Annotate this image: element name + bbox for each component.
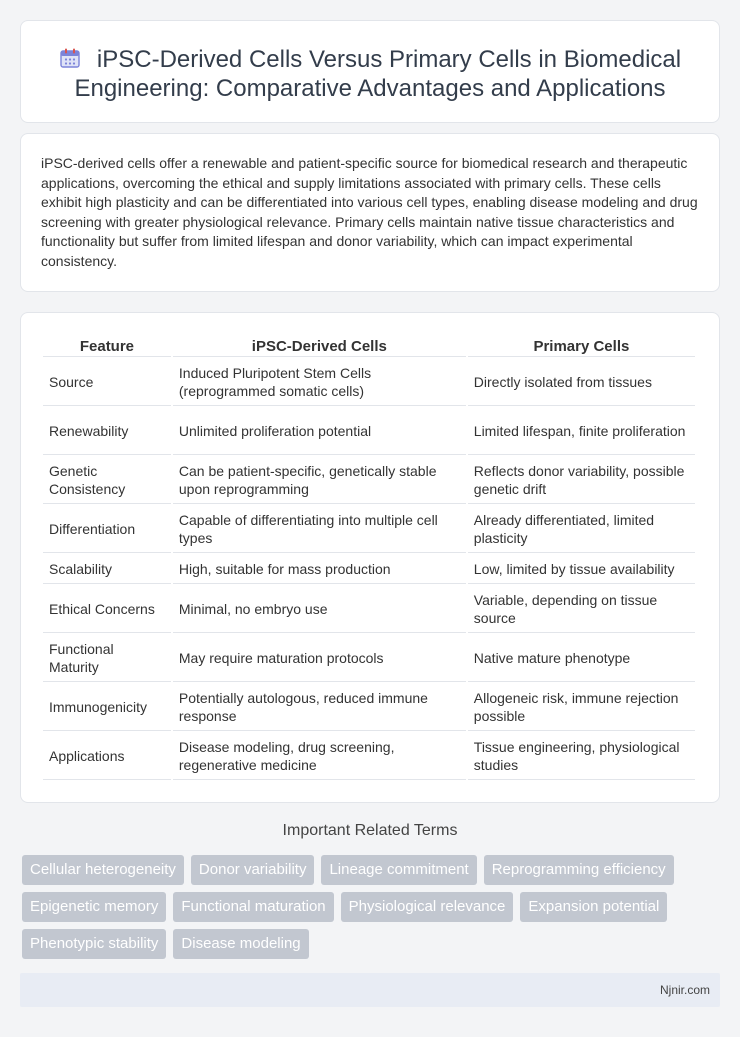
table-row [43, 506, 695, 553]
term-chip[interactable]: Reprogramming efficiency [484, 855, 674, 885]
ipsc-cell: Minimal, no embryo use [173, 586, 466, 633]
ipsc-cell: Disease modeling, drug screening, regenerative medicine [173, 733, 466, 780]
primary-cell: Variable, depending on tissue source [468, 586, 695, 633]
primary-cell: Allogeneic risk, immune rejection possible [468, 684, 695, 731]
header-ipsc: iPSC-Derived Cells [173, 335, 466, 357]
feature-cell: Applications [43, 733, 171, 780]
term-chip[interactable]: Expansion potential [520, 892, 667, 922]
feature-cell: Renewability [43, 408, 171, 455]
table-row [43, 555, 695, 584]
calendar-icon [59, 47, 81, 69]
term-chip[interactable]: Lineage commitment [321, 855, 476, 885]
comparison-table [41, 333, 697, 782]
footer-site-link[interactable]: Njnir.com [659, 983, 710, 997]
feature-cell: Differentiation [43, 506, 171, 553]
term-chip[interactable]: Phenotypic stability [22, 929, 166, 959]
ipsc-cell: May require maturation protocols [173, 635, 466, 682]
ipsc-cell: High, suitable for mass production [173, 555, 466, 584]
feature-cell: Scalability [43, 555, 171, 584]
feature-cell: Functional Maturity [43, 635, 171, 682]
table-row [43, 684, 695, 731]
ipsc-cell: Induced Pluripotent Stem Cells (reprogrammed somatic cells) [173, 359, 466, 406]
table-row [43, 457, 695, 504]
page-title [21, 45, 719, 103]
related-terms-list [22, 855, 722, 966]
term-chip[interactable]: Donor variability [191, 855, 315, 885]
title-card [20, 20, 720, 123]
table-row [43, 733, 695, 780]
feature-cell: Immunogenicity [43, 684, 171, 731]
primary-cell: Limited lifespan, finite proliferation [468, 408, 695, 455]
ipsc-cell: Capable of differentiating into multiple cell types [173, 506, 466, 553]
header-primary: Primary Cells [468, 335, 695, 357]
feature-cell: Ethical Concerns [43, 586, 171, 633]
primary-cell: Tissue engineering, physiological studies [468, 733, 695, 780]
primary-cell: Reflects donor variability, possible genetic drift [468, 457, 695, 504]
ipsc-cell: Unlimited proliferation potential [173, 408, 466, 455]
feature-cell: Genetic Consistency [43, 457, 171, 504]
term-chip[interactable]: Disease modeling [173, 929, 308, 959]
intro-card [20, 133, 720, 292]
comparison-table-card [20, 312, 720, 803]
table-row [43, 635, 695, 682]
ipsc-cell: Potentially autologous, reduced immune response [173, 684, 466, 731]
term-chip[interactable]: Epigenetic memory [22, 892, 166, 922]
term-chip[interactable]: Functional maturation [173, 892, 333, 922]
table-row [43, 359, 695, 406]
header-feature: Feature [43, 335, 171, 357]
primary-cell: Low, limited by tissue availability [468, 555, 695, 584]
primary-cell: Already differentiated, limited plasticity [468, 506, 695, 553]
table-row [43, 586, 695, 633]
related-terms-heading: Important Related Terms [282, 822, 458, 839]
footer [20, 973, 720, 1007]
page-title-text: iPSC-Derived Cells Versus Primary Cells in Biomedical Engineering: Comparative Advantages and Applications [74, 46, 682, 102]
intro-paragraph: iPSC-derived cells offer a renewable and patient-specific source for biomedical research and therapeutic applications, overcoming the ethical and supply limitations associated with primary cells. These cells exhibit high plasticity and can be differentiated into various cell types, enabling disease modeling and drug screening with greater physiological relevance. Primary cells maintain native tissue characteristics and functionality but suffer from limited lifespan and donor variability, which can impact experimental consistency. [41, 155, 698, 269]
table-header-row [43, 335, 695, 357]
primary-cell: Directly isolated from tissues [468, 359, 695, 406]
ipsc-cell: Can be patient-specific, genetically stable upon reprogramming [173, 457, 466, 504]
table-row [43, 408, 695, 455]
feature-cell: Source [43, 359, 171, 406]
term-chip[interactable]: Cellular heterogeneity [22, 855, 184, 885]
primary-cell: Native mature phenotype [468, 635, 695, 682]
term-chip[interactable]: Physiological relevance [341, 892, 514, 922]
